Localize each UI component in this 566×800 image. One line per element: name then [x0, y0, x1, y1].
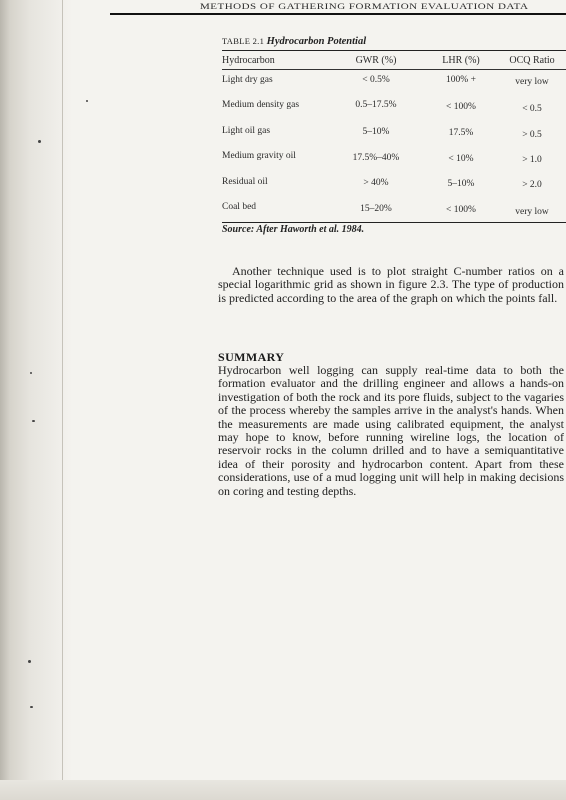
table-cell-hydrocarbon: Residual oil: [222, 177, 268, 187]
table-caption: [222, 36, 366, 47]
table-cell-hydrocarbon: Coal bed: [222, 202, 257, 212]
scan-speck: [32, 420, 35, 422]
table-cell-lhr: < 10%: [448, 154, 474, 164]
summary-paragraph: Hydrocarbon well logging can supply real-time data to both the formation evaluator and the drilling engineer and allows a hands-on investigation of both the rock and its pore fluids, subject to the vagaries of the process whereby the samples arrive in the analyst's hands. When the measurements are made using calibrated equipment, the analyst may hope to know, before running wireline logs, the location of reservoir rocks in the column drilled and to have a semiquantitative idea of their porosity and hydrocarbon content. Apart from these considerations, use of a mud logging unit will help in making decisions on coring and testing depths.: [218, 363, 564, 498]
table-cell-ocq: very low: [515, 207, 549, 217]
table-cell-gwr: 5–10%: [362, 127, 390, 137]
table-cell-gwr: 0.5–17.5%: [355, 100, 397, 110]
scan-speck: [38, 140, 41, 143]
table-top-rule: [222, 50, 566, 51]
table-cell-hydrocarbon: Light dry gas: [222, 75, 273, 85]
table-cell-lhr: 100% +: [446, 75, 476, 85]
header-rule: [110, 13, 566, 15]
table-source-note: Source: After Haworth et al. 1984.: [222, 224, 365, 235]
column-header-ocq: OCQ Ratio: [509, 55, 555, 66]
column-header-gwr: GWR (%): [355, 55, 397, 66]
column-header-hydrocarbon: Hydrocarbon: [222, 55, 275, 66]
running-header: METHODS OF GATHERING FORMATION EVALUATION DATA: [200, 2, 529, 12]
table-cell-ocq: < 0.5: [522, 104, 542, 114]
table-cell-gwr: < 0.5%: [362, 75, 390, 85]
body-paragraph: Another technique used is to plot straight C-number ratios on a special logarithmic grid as shown in figure 2.3. The type of production is predicted according to the area of the graph on which the points fall.: [218, 264, 564, 305]
table-cell-gwr: 15–20%: [360, 204, 392, 214]
table-bottom-rule: [222, 222, 566, 223]
table-cell-ocq: > 1.0: [522, 155, 542, 165]
scan-speck: [30, 706, 33, 708]
column-header-lhr: LHR (%): [442, 55, 480, 66]
table-cell-ocq: > 0.5: [522, 130, 542, 140]
page-bottom-edge: [0, 780, 566, 800]
section-heading-summary: SUMMARY: [218, 350, 285, 364]
table-cell-lhr: < 100%: [446, 205, 476, 215]
table-cell-hydrocarbon: Medium density gas: [222, 100, 300, 110]
binding-edge-line: [62, 0, 63, 780]
scan-speck: [28, 660, 31, 663]
table-cell-gwr: 17.5%–40%: [352, 153, 400, 163]
table-cell-lhr: 5–10%: [447, 179, 475, 189]
table-cell-ocq: > 2.0: [522, 180, 542, 190]
scan-speck: [30, 372, 32, 374]
table-header-rule: [222, 69, 566, 70]
table-cell-gwr: > 40%: [363, 178, 389, 188]
table-cell-hydrocarbon: Medium gravity oil: [222, 151, 296, 161]
table-cell-ocq: very low: [515, 77, 549, 87]
table-cell-lhr: < 100%: [446, 102, 476, 112]
table-number: TABLE 2.1: [222, 36, 265, 46]
table-cell-hydrocarbon: Light oil gas: [222, 126, 271, 136]
table-cell-lhr: 17.5%: [448, 128, 474, 138]
scan-speck: [86, 100, 88, 102]
table-title: Hydrocarbon Potential: [266, 36, 367, 47]
